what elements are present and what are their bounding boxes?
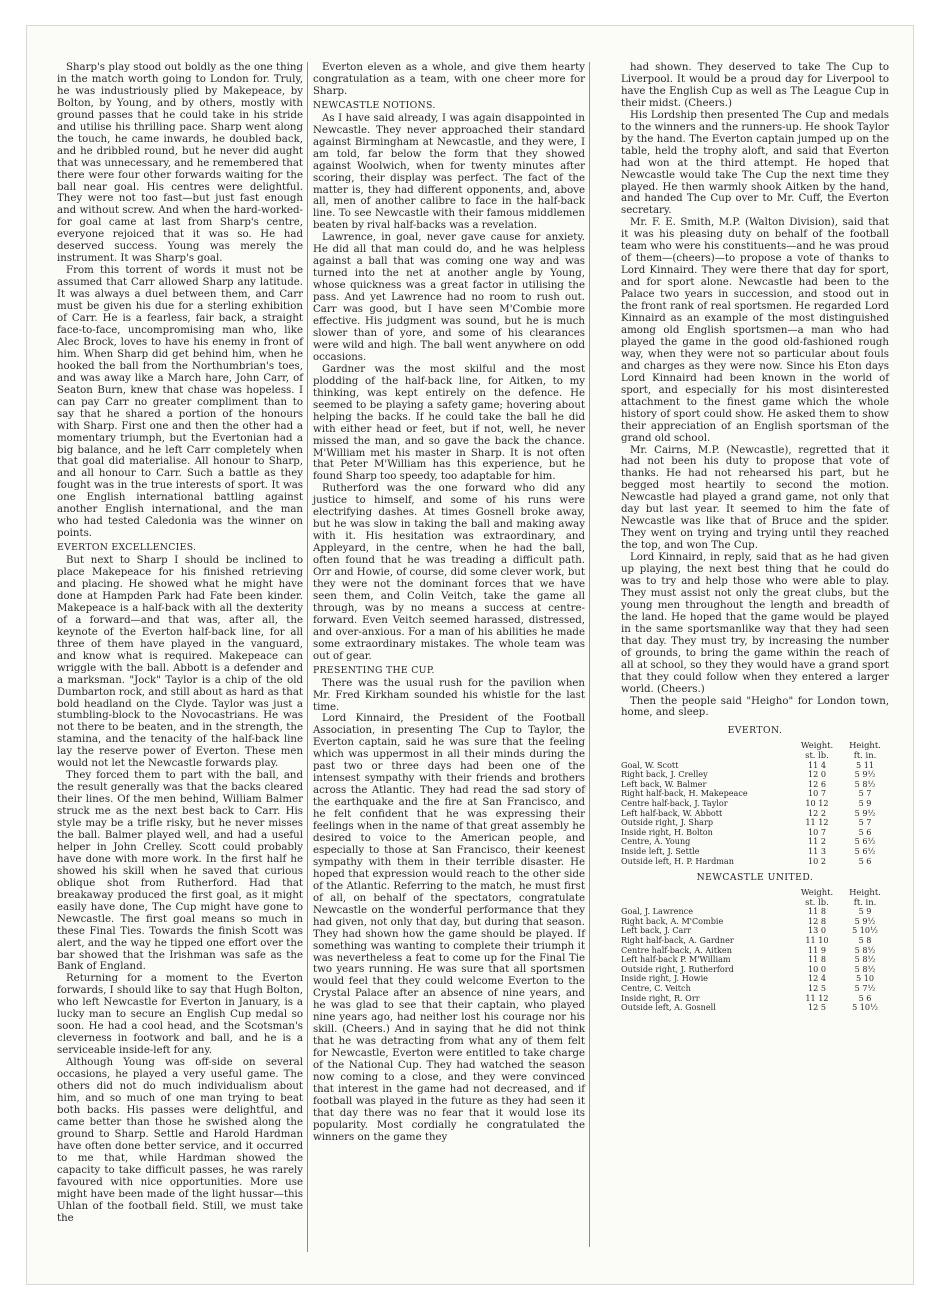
player-weight: 12 4 bbox=[807, 973, 827, 984]
player-weight: 11 8 bbox=[807, 954, 827, 965]
article-column-2 bbox=[313, 62, 585, 1242]
section-heading: NEWCASTLE NOTIONS. bbox=[313, 99, 436, 111]
player-name: Inside right, H. Bolton bbox=[621, 826, 713, 837]
player-height: 5 6 bbox=[858, 992, 872, 1003]
column-rule bbox=[307, 62, 308, 1252]
player-height: 5 8½ bbox=[854, 963, 876, 974]
player-weight: 11 3 bbox=[807, 845, 827, 856]
lineup-table bbox=[621, 741, 889, 866]
article-paragraph: Then the people said "Heigho" for London town, home, and sleep. bbox=[621, 695, 889, 719]
player-name: Goal, J. Lawrence bbox=[621, 906, 693, 917]
player-height: 5 6 bbox=[858, 855, 872, 866]
article-paragraph: Lord Kinnaird, the President of the Football Association, in presenting The Cup to Taylor, the Everton captain, said he was sure that the feeling which was uppermost in all their minds during the past two or three days had been one of the intensest sympathy with their friends and brothers across the Atlantic. They had read the sad story of the earthquake and the fire at San Francisco, and he felt confident that he was expressing their feelings when in the name of that great assembly he desired to voice to the American people, and especially to those at San Francisco, their keenest sympathy with them in their terrible disaster. He hoped that expression would reach to the other side of the Atlantic. Referring to the match, he must first of all, on behalf of the spectators, congratulate Newcastle on the wonderful performance that they had given, not only that day, but during that season. They had shown how the game should be played. If something was wanting to complete their triumph it was nevertheless a feat to come up for the Final Tie two years running. He was sure that all sportsmen would feel that they could welcome Everton to the Crystal Palace after an absence of nine years, and he was glad to see that their captain, who played nine years ago, had neither lost his courage nor his skill. (Cheers.) And in saying that he did not think that he was detracting from what any of them felt for Newcastle, Everton were entitled to take charge of the National Cup. They had watched the season now coming to a close, and they were convinced that interest in the game had not decreased, and if football was played in the future as they had seen it that day there was no fear that it would lose its popularity. Most cordially he congratulated the winners on the game they bbox=[313, 713, 585, 1143]
player-weight: 13 0 bbox=[807, 925, 827, 936]
player-height: 5 7 bbox=[858, 817, 872, 828]
player-name: Left half-back P. M'William bbox=[621, 954, 731, 965]
player-name: Right back, A. M'Combie bbox=[621, 915, 724, 926]
player-weight: 11 10 bbox=[805, 935, 829, 946]
team-name: EVERTON. bbox=[727, 725, 783, 737]
lineup-header: st. lb. bbox=[805, 896, 829, 907]
player-height: 5 8 bbox=[858, 935, 872, 946]
article-paragraph: Sharp's play stood out boldly as the one thing in the match worth going to London for. Truly, he was industriously plied by Makepeace, by Bolton, by Young, and by others, mostly with ground passes that he could take in his stride and utilise his thrilling pace. Sharp went along the touch, he came inwards, he doubled back, and he dribbled round, but he never did aught that was unnecessary, and he remembered that there were four other forwards waiting for the ball near goal. His centres were delightful. They were not too fast—but just fast enough and without screw. And when the hard-worked-for goal came at last from Sharp's centre, everyone rejoiced that it was so. He had deserved success. Young was merely the instrument. It was Sharp's goal. bbox=[57, 62, 303, 265]
player-name: Inside right, R. Orr bbox=[621, 992, 700, 1003]
lineup-header: Weight. bbox=[800, 740, 834, 751]
article-paragraph: Gardner was the most skilful and the most plodding of the half-back line, for Aitken, to my thinking, was kept entirely on the defence. He seemed to be playing a safety game; hovering about helping the backs. If he could take the ball he did with either head or feet, but if not, well, he never missed the man, and so gave the back the chance. M'William met his master in Sharp. It is not often that Peter M'William has this experience, but he found Sharp too speedy, too adaptable for him. bbox=[313, 363, 585, 483]
section-heading: EVERTON EXCELLENCIES. bbox=[57, 542, 197, 554]
lineup-header: st. lb. bbox=[805, 749, 829, 760]
player-weight: 10 7 bbox=[807, 826, 827, 837]
section-heading: PRESENTING THE CUP. bbox=[313, 664, 435, 676]
article-paragraph: Mr. Cairns, M.P. (Newcastle), regretted that it had not been his duty to propose that vote of thanks. He had not rehearsed his part, but he begged most heartily to second the motion. Newcastle had played a grand game, not only that day but last year. It seemed to him the fate of Newcastle was like that of Bruce and the spider. They went on trying and trying until they reached the top, and won The Cup. bbox=[621, 444, 889, 552]
player-name: Centre half-back, J. Taylor bbox=[621, 797, 728, 808]
player-height: 5 9 bbox=[858, 906, 872, 917]
player-name: Outside right, J. Sharp bbox=[621, 817, 714, 828]
player-height: 5 9½ bbox=[854, 807, 876, 818]
lineup-header: Weight. bbox=[800, 887, 834, 898]
player-weight: 10 12 bbox=[805, 797, 829, 808]
article-paragraph: Mr. F. E. Smith, M.P. (Walton Division), said that it was his pleasing duty on behalf of the football team who were his constituents—and he was proud of them—(cheers)—to propose a vote of thanks to Lord Kinnaird. They were there that day for sport, and for sport alone. Newcastle had been to the Palace two years in succession, and stood out in the front rank of real sportsmen. He regarded Lord Kinnaird as an example of the most distinguished among old English sportsmen—a man who had played the game in the good old-fashioned rough way, when they were not so particular about fouls and charges as they were now. Since his Eton days Lord Kinnaird had been known in the world of sport, and especially for his most disinterested attachment to the finest game which the whole history of sport could show. He asked them to show their appreciation of an English sportsman of the grand old school. bbox=[621, 217, 889, 444]
player-name: Outside left, H. P. Hardman bbox=[621, 855, 734, 866]
player-height: 5 10½ bbox=[852, 1002, 878, 1013]
player-height: 5 6½ bbox=[854, 836, 876, 847]
article-column-1 bbox=[57, 62, 303, 1232]
player-name: Left half-back, W. Abbott bbox=[621, 807, 723, 818]
article-paragraph: From this torrent of words it must not be assumed that Carr allowed Sharp any latitude. It was always a duel between them, and Carr must be given his due for a sterling exhibition of Carr. He is a fearless, fair back, a straight face-to-face, uncompromising man who, like Alec Brock, loves to have his enemy in front of him. When Sharp did get behind him, when he hooked the ball from the Northumbrian's toes, and was away like a March hare, John Carr, of Seaton Burn, knew that chase was hopeless. I can pay Carr no greater compliment than to say that he shared a portion of the honours with Sharp. First one and then the other had a momentary triumph, but the Evertonian had a big balance, and he left Carr completely when that goal did materialise. All honour to Sharp, and all honour to Carr. Such a battle as they fought was in the true interests of sport. It was one English international battling against another English international, and the man who had tested Caledonia was the winner on points. bbox=[57, 265, 303, 540]
article-paragraph: His Lordship then presented The Cup and medals to the winners and the runners-up. He shook Taylor by the hand. The Everton captain jumped up on the table, held the trophy aloft, and said that Everton had won at the third attempt. He hoped that Newcastle would take The Cup the next time they played. He then warmly shook Aitken by the hand, and handed The Cup over to Mr. Cuff, the Everton secretary. bbox=[621, 109, 889, 217]
player-weight: 12 5 bbox=[807, 1002, 827, 1013]
article-paragraph: Lord Kinnaird, in reply, said that as he had given up playing, the next best thing that he could do was to try and help those who were able to play. They must assist not only the great clubs, but the young men throughout the length and breadth of the land. He hoped that the game would be played in the same sportsmanlike way that they had seen that day. They must try, by increasing the number of grounds, to bring the game within the reach of all at school, so they they would have a grand sport that they could follow when they entered a larger world. (Cheers.) bbox=[621, 552, 889, 695]
player-weight: 11 12 bbox=[805, 992, 829, 1003]
article-column-3-text bbox=[621, 62, 889, 719]
article-paragraph: Lawrence, in goal, never gave cause for anxiety. He did all that man could do, and he was helpless against a ball that was coming one way and was turned into the net at another angle by Young, whose quickness was a great factor in utilising the pass. And yet Lawrence had no room to rush out. Carr was good, but I have seen M'Combie more effective. His judgment was sound, but he is much slower than of yore, and some of his clearances were wild and high. The ball went anywhere on odd occasions. bbox=[313, 232, 585, 363]
player-name: Right back, J. Crelley bbox=[621, 769, 708, 780]
player-height: 5 9½ bbox=[854, 769, 876, 780]
player-height: 5 9 bbox=[858, 797, 872, 808]
lineup-header: Height. bbox=[849, 887, 881, 898]
player-weight: 10 0 bbox=[807, 963, 827, 974]
article-paragraph: had shown. They deserved to take The Cup to Liverpool. It would be a proud day for Liverpool to have the English Cup as well as The League Cup in their midst. (Cheers.) bbox=[621, 62, 889, 109]
player-weight: 10 2 bbox=[807, 855, 827, 866]
player-height: 5 6 bbox=[858, 826, 872, 837]
lineup-table bbox=[621, 888, 889, 1013]
player-name: Outside left, A. Gosnell bbox=[621, 1002, 716, 1013]
article-paragraph: But next to Sharp I should be inclined to place Makepeace for his finished retrieving and placing. He showed what he might have done at Hampden Park had Fate been kinder. Makepeace is a half-back with all the dexterity of a forward—and that was, after all, the keynote of the Everton half-back line, for all three of them have played in the vanguard, and know what is required. Makepeace can wriggle with the ball. Abbott is a defender and a marksman. "Jock" Taylor is a chip of the old Dumbarton rock, and still about as hard as that bold headland on the Clyde. Taylor was just a stumbling-block to the Novocastrians. He was not there to be beaten, and in the strength, the stamina, and the tenacity of the half-back line lay the reserve power of Everton. These men would not let the Newcastle forwards play. bbox=[57, 555, 303, 770]
team-lineup bbox=[621, 872, 889, 1013]
player-name: Outside right, J. Rutherford bbox=[621, 963, 734, 974]
article-paragraph: As I have said already, I was again disappointed in Newcastle. They never approached their standard against Birmingham at Newcastle, and they were, I am told, far below the form that they showed against Woolwich, when for twenty minutes after scoring, their display was perfect. The fact of the matter is, they had different opponents, and, above all, men of another calibre to face in the half-back line. To see Newcastle with their famous middlemen beaten by rival half-backs was a revelation. bbox=[313, 112, 585, 232]
player-weight: 10 7 bbox=[807, 788, 827, 799]
player-name: Goal, W. Scott bbox=[621, 759, 679, 770]
lineup-header: ft. in. bbox=[853, 896, 877, 907]
article-paragraph: There was the usual rush for the pavilion when Mr. Fred Kirkham sounded his whistle for the last time. bbox=[313, 677, 585, 713]
player-name: Left back, J. Carr bbox=[621, 925, 692, 936]
player-weight: 11 2 bbox=[807, 836, 827, 847]
team-name: NEWCASTLE UNITED. bbox=[696, 872, 814, 884]
player-row bbox=[621, 1003, 889, 1013]
player-height: 5 7½ bbox=[854, 982, 876, 993]
player-height: 5 11 bbox=[855, 759, 875, 770]
player-name: Centre half-back, A. Aitken bbox=[621, 944, 732, 955]
team-lineup bbox=[621, 725, 889, 866]
player-name: Inside right, J. Howie bbox=[621, 973, 708, 984]
player-weight: 12 2 bbox=[807, 807, 827, 818]
player-name: Inside left, J. Settle bbox=[621, 845, 700, 856]
column-rule bbox=[589, 62, 590, 1247]
player-row bbox=[621, 857, 889, 867]
article-paragraph: Everton eleven as a whole, and give them hearty congratulation as a team, with one cheer more for Sharp. bbox=[313, 62, 585, 97]
player-height: 5 10 bbox=[855, 973, 875, 984]
player-name: Centre, C. Veitch bbox=[621, 982, 691, 993]
player-weight: 12 8 bbox=[807, 915, 827, 926]
player-name: Right half-back, H. Makepeace bbox=[621, 788, 748, 799]
article-paragraph: They forced them to part with the ball, and the result generally was that the backs cleared their lines. Of the men behind, William Balmer struck me as the next best back to Carr. His style may be a trifle risky, but he never misses the ball. Balmer played well, and had a useful helper in John Crelley. Scott could probably have done with more work. In the first half he showed his skill when he saved that curious oblique shot from Rutherford. Had that breakaway produced the first goal, as it might easily have done, The Cup might have gone to Newcastle. The first goal means so much in these Final Ties. Towards the finish Scott was alert, and the way he tipped one effort over the bar showed that the Irishman was safe as the Bank of England. bbox=[57, 770, 303, 973]
player-weight: 11 8 bbox=[807, 906, 827, 917]
player-height: 5 9½ bbox=[854, 915, 876, 926]
team-lineups bbox=[621, 725, 889, 1012]
player-height: 5 8½ bbox=[854, 954, 876, 965]
player-weight: 12 5 bbox=[807, 982, 827, 993]
lineup-header: ft. in. bbox=[853, 749, 877, 760]
player-name: Left back, W. Balmer bbox=[621, 778, 707, 789]
lineup-header bbox=[621, 888, 793, 898]
player-weight: 11 12 bbox=[805, 817, 829, 828]
article-column-3 bbox=[621, 62, 889, 1013]
article-paragraph: Although Young was off-side on several occasions, he played a very useful game. The others did not do much individualism about him, and so much of one man trying to beat both backs. His passes were delightful, and came better than those he swished along the ground to Sharp. Settle and Harold Hardman have often done better service, and it occurred to me that, while Hardman showed the capacity to take difficult passes, he was rarely favoured with nice opportunities. More use might have been made of the light hussar—this Uhlan of the football field. Still, we must take the bbox=[57, 1057, 303, 1224]
player-name: Centre, A. Young bbox=[621, 836, 691, 847]
article-paragraph: Rutherford was the one forward who did any justice to himself, and some of his runs were electrifying dashes. At times Gosnell broke away, but he was slow in taking the ball and making away with it. His hesitation was extraordinary, and Appleyard, in the centre, when he had the ball, often found that he was treading a difficult path. Orr and Howie, of course, did some clever work, but they were not the dominant forces that we have seen them, and Colin Veitch, take the game all through, was by no means a success at centre-forward. Even Veitch seemed harassed, distressed, and over-anxious. For a man of his abilities he made some extraordinary mistakes. The whole team was out of gear. bbox=[313, 483, 585, 662]
player-weight: 11 9 bbox=[807, 944, 827, 955]
article-paragraph: Returning for a moment to the Everton forwards, I should like to say that Hugh Bolton, who left Newcastle for Everton in January, is a lucky man to secure an English Cup medal so soon. He had a cool head, and the Scotsman's cleverness in footwork and ball, and he is a serviceable inside-left for any. bbox=[57, 973, 303, 1057]
player-height: 5 10½ bbox=[852, 925, 878, 936]
player-weight: 11 4 bbox=[807, 759, 827, 770]
lineup-header: Height. bbox=[849, 740, 881, 751]
player-height: 5 8½ bbox=[854, 778, 876, 789]
player-height: 5 8½ bbox=[854, 944, 876, 955]
player-height: 5 7 bbox=[858, 788, 872, 799]
player-name: Right half-back, A. Gardner bbox=[621, 935, 734, 946]
player-weight: 12 0 bbox=[807, 769, 827, 780]
player-height: 5 6½ bbox=[854, 845, 876, 856]
player-weight: 12 6 bbox=[807, 778, 827, 789]
lineup-header bbox=[621, 741, 793, 751]
